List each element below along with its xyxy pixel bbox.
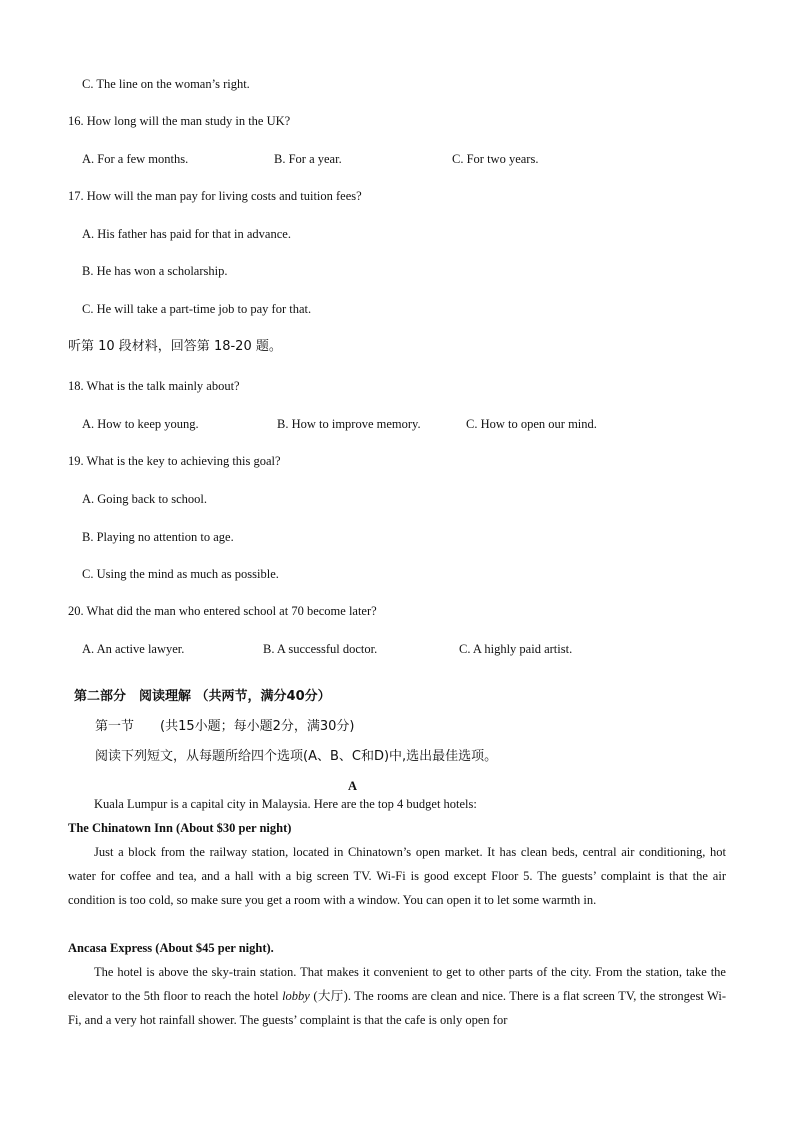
q20-option-a: A. An active lawyer.	[82, 642, 185, 656]
reading-instruction: 阅读下列短文，从每题所给四个选项(A、B、C和D)中,选出最佳选项。	[95, 749, 498, 764]
q20-option-c: C. A highly paid artist.	[459, 642, 573, 656]
hotel-2-text-part-1: The hotel is above the sky-train station. That makes it convenient to get to other parts of the city. From the station, take the elevator to the 5th floor to reach the hotel	[68, 965, 726, 1003]
q19-option-a: A. Going back to school.	[82, 492, 207, 506]
question-18: 18. What is the talk mainly about?	[68, 379, 240, 393]
question-16: 16. How long will the man study in the UK?	[68, 114, 291, 128]
q15-option-c: C. The line on the woman’s right.	[82, 77, 250, 91]
hotel-2-description	[68, 960, 726, 1032]
passage-intro: Kuala Lumpur is a capital city in Malaysia. Here are the top 4 budget hotels:	[94, 797, 477, 811]
q16-option-b: B. For a year.	[274, 152, 342, 166]
hotel-1-text: Just a block from the railway station, located in Chinatown’s open market. It has clean beds, central air conditioning, hot water for coffee and tea, and a hall with a big screen TV. Wi-Fi is good except Floor 5. The guests’ complaint is that the air condition is too cold, so make sure you get a room with a window. You can open it to let some warmth in.	[68, 845, 726, 907]
lobby-term: lobby	[282, 989, 310, 1003]
hotel-1-description	[68, 840, 726, 912]
q19-option-b: B. Playing no attention to age.	[82, 530, 234, 544]
question-20: 20. What did the man who entered school at 70 become later?	[68, 604, 377, 618]
q17-option-c: C. He will take a part-time job to pay for that.	[82, 302, 312, 316]
passage-label: A	[348, 779, 358, 793]
q18-option-b: B. How to improve memory.	[277, 417, 421, 431]
question-17: 17. How will the man pay for living costs and tuition fees?	[68, 189, 362, 203]
q16-option-c: C. For two years.	[452, 152, 539, 166]
listening-instruction-10: 听第 10 段材料，回答第 18-20 题。	[68, 339, 282, 354]
hotel-2-title: Ancasa Express (About $45 per night).	[68, 941, 274, 955]
question-19: 19. What is the key to achieving this goal?	[68, 454, 281, 468]
section-1-heading: 第一节 (共15小题；每小题2分，满30分)	[95, 719, 355, 734]
q17-option-b: B. He has won a scholarship.	[82, 264, 228, 278]
q16-option-a: A. For a few months.	[82, 152, 189, 166]
hotel-2-text	[68, 960, 726, 1032]
q19-option-c: C. Using the mind as much as possible.	[82, 567, 279, 581]
q18-option-c: C. How to open our mind.	[466, 417, 597, 431]
q17-option-a: A. His father has paid for that in advance.	[82, 227, 291, 241]
q18-option-a: A. How to keep young.	[82, 417, 199, 431]
q20-option-b: B. A successful doctor.	[263, 642, 378, 656]
part-2-heading: 第二部分 阅读理解 （共两节，满分40分）	[74, 689, 331, 704]
hotel-2-text-part-2: (大厅). The rooms are clean and nice. There is a flat screen TV, the strongest Wi-Fi, and a very hot rainfall shower. The guests’ complaint is that the cafe is only open for	[68, 989, 726, 1027]
hotel-1-title: The Chinatown Inn (About $30 per night)	[68, 821, 292, 835]
